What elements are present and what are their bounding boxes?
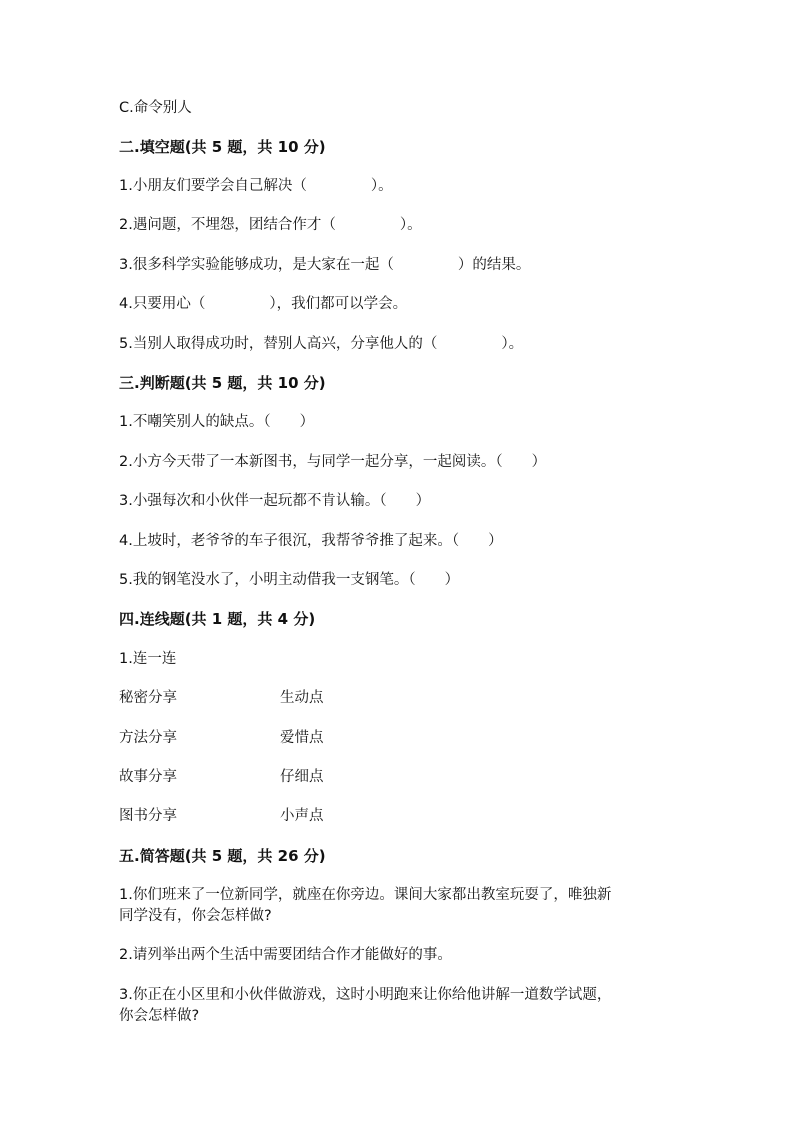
short-answer-question-3-line-1: 3.你正在小区里和小伙伴做游戏，这时小明跑来让你给他讲解一道数学试题， bbox=[119, 987, 612, 1003]
matching-left-item[interactable]: 秘密分享 bbox=[119, 690, 177, 706]
matching-row bbox=[119, 805, 519, 827]
judge-question-3: 3.小强每次和小伙伴一起玩都不肯认输。（ ） bbox=[119, 493, 431, 509]
fill-question-1 bbox=[119, 175, 679, 197]
matching-left-item[interactable]: 图书分享 bbox=[119, 808, 177, 824]
matching-row bbox=[119, 727, 519, 749]
matching-row bbox=[119, 687, 519, 709]
short-answer-question-2: 2.请列举出两个生活中需要团结合作才能做好的事。 bbox=[119, 947, 452, 963]
section-4-title: 四.连线题(共 1 题，共 4 分) bbox=[119, 610, 316, 628]
section-5-title: 五.简答题(共 5 题，共 26 分) bbox=[119, 847, 326, 865]
option-c: C.命令别人 bbox=[119, 100, 192, 116]
fill-question-2-end: ）。 bbox=[399, 217, 422, 233]
matching-right-item[interactable]: 小声点 bbox=[280, 808, 324, 824]
section-3-title: 三.判断题(共 5 题，共 10 分) bbox=[119, 374, 326, 392]
judge-question-2: 2.小方今天带了一本新图书，与同学一起分享，一起阅读。（ ） bbox=[119, 454, 547, 470]
fill-question-4-text: 4.只要用心（ bbox=[119, 296, 206, 312]
fill-question-5-text: 5.当别人取得成功时，替别人高兴，分享他人的（ bbox=[119, 336, 438, 352]
matching-right-item[interactable]: 仔细点 bbox=[280, 769, 324, 785]
fill-question-4-end: ），我们都可以学会。 bbox=[269, 296, 408, 312]
section-2-title: 二.填空题(共 5 题，共 10 分) bbox=[119, 138, 326, 156]
judge-question-5: 5.我的钢笔没水了，小明主动借我一支钢笔。（ ） bbox=[119, 572, 460, 588]
fill-question-2 bbox=[119, 214, 679, 236]
short-answer-question-1-line-1: 1.你们班来了一位新同学，就座在你旁边。课间大家都出教室玩耍了，唯独新 bbox=[119, 887, 612, 903]
judge-question-1: 1.不嘲笑别人的缺点。（ ） bbox=[119, 414, 315, 430]
matching-left-item[interactable]: 方法分享 bbox=[119, 730, 177, 746]
fill-question-1-end: ）。 bbox=[370, 178, 393, 194]
fill-question-4 bbox=[119, 293, 679, 315]
short-answer-question-3-line-2: 你会怎样做? bbox=[119, 1008, 200, 1024]
judge-question-4: 4.上坡时，老爷爷的车子很沉，我帮爷爷推了起来。（ ） bbox=[119, 533, 503, 549]
matching-left-item[interactable]: 故事分享 bbox=[119, 769, 177, 785]
matching-question-1: 1.连一连 bbox=[119, 651, 177, 667]
matching-row bbox=[119, 766, 519, 788]
short-answer-question-1-line-2: 同学没有，你会怎样做? bbox=[119, 908, 272, 924]
fill-question-3 bbox=[119, 254, 679, 276]
fill-question-3-text: 3.很多科学实验能够成功，是大家在一起（ bbox=[119, 257, 394, 273]
fill-question-5-end: ）。 bbox=[501, 336, 524, 352]
matching-right-item[interactable]: 生动点 bbox=[280, 690, 324, 706]
fill-question-3-end: ）的结果。 bbox=[457, 257, 531, 273]
matching-right-item[interactable]: 爱惜点 bbox=[280, 730, 324, 746]
fill-question-2-text: 2.遇问题，不埋怨，团结合作才（ bbox=[119, 217, 336, 233]
fill-question-1-text: 1.小朋友们要学会自己解决（ bbox=[119, 178, 307, 194]
fill-question-5 bbox=[119, 333, 679, 355]
